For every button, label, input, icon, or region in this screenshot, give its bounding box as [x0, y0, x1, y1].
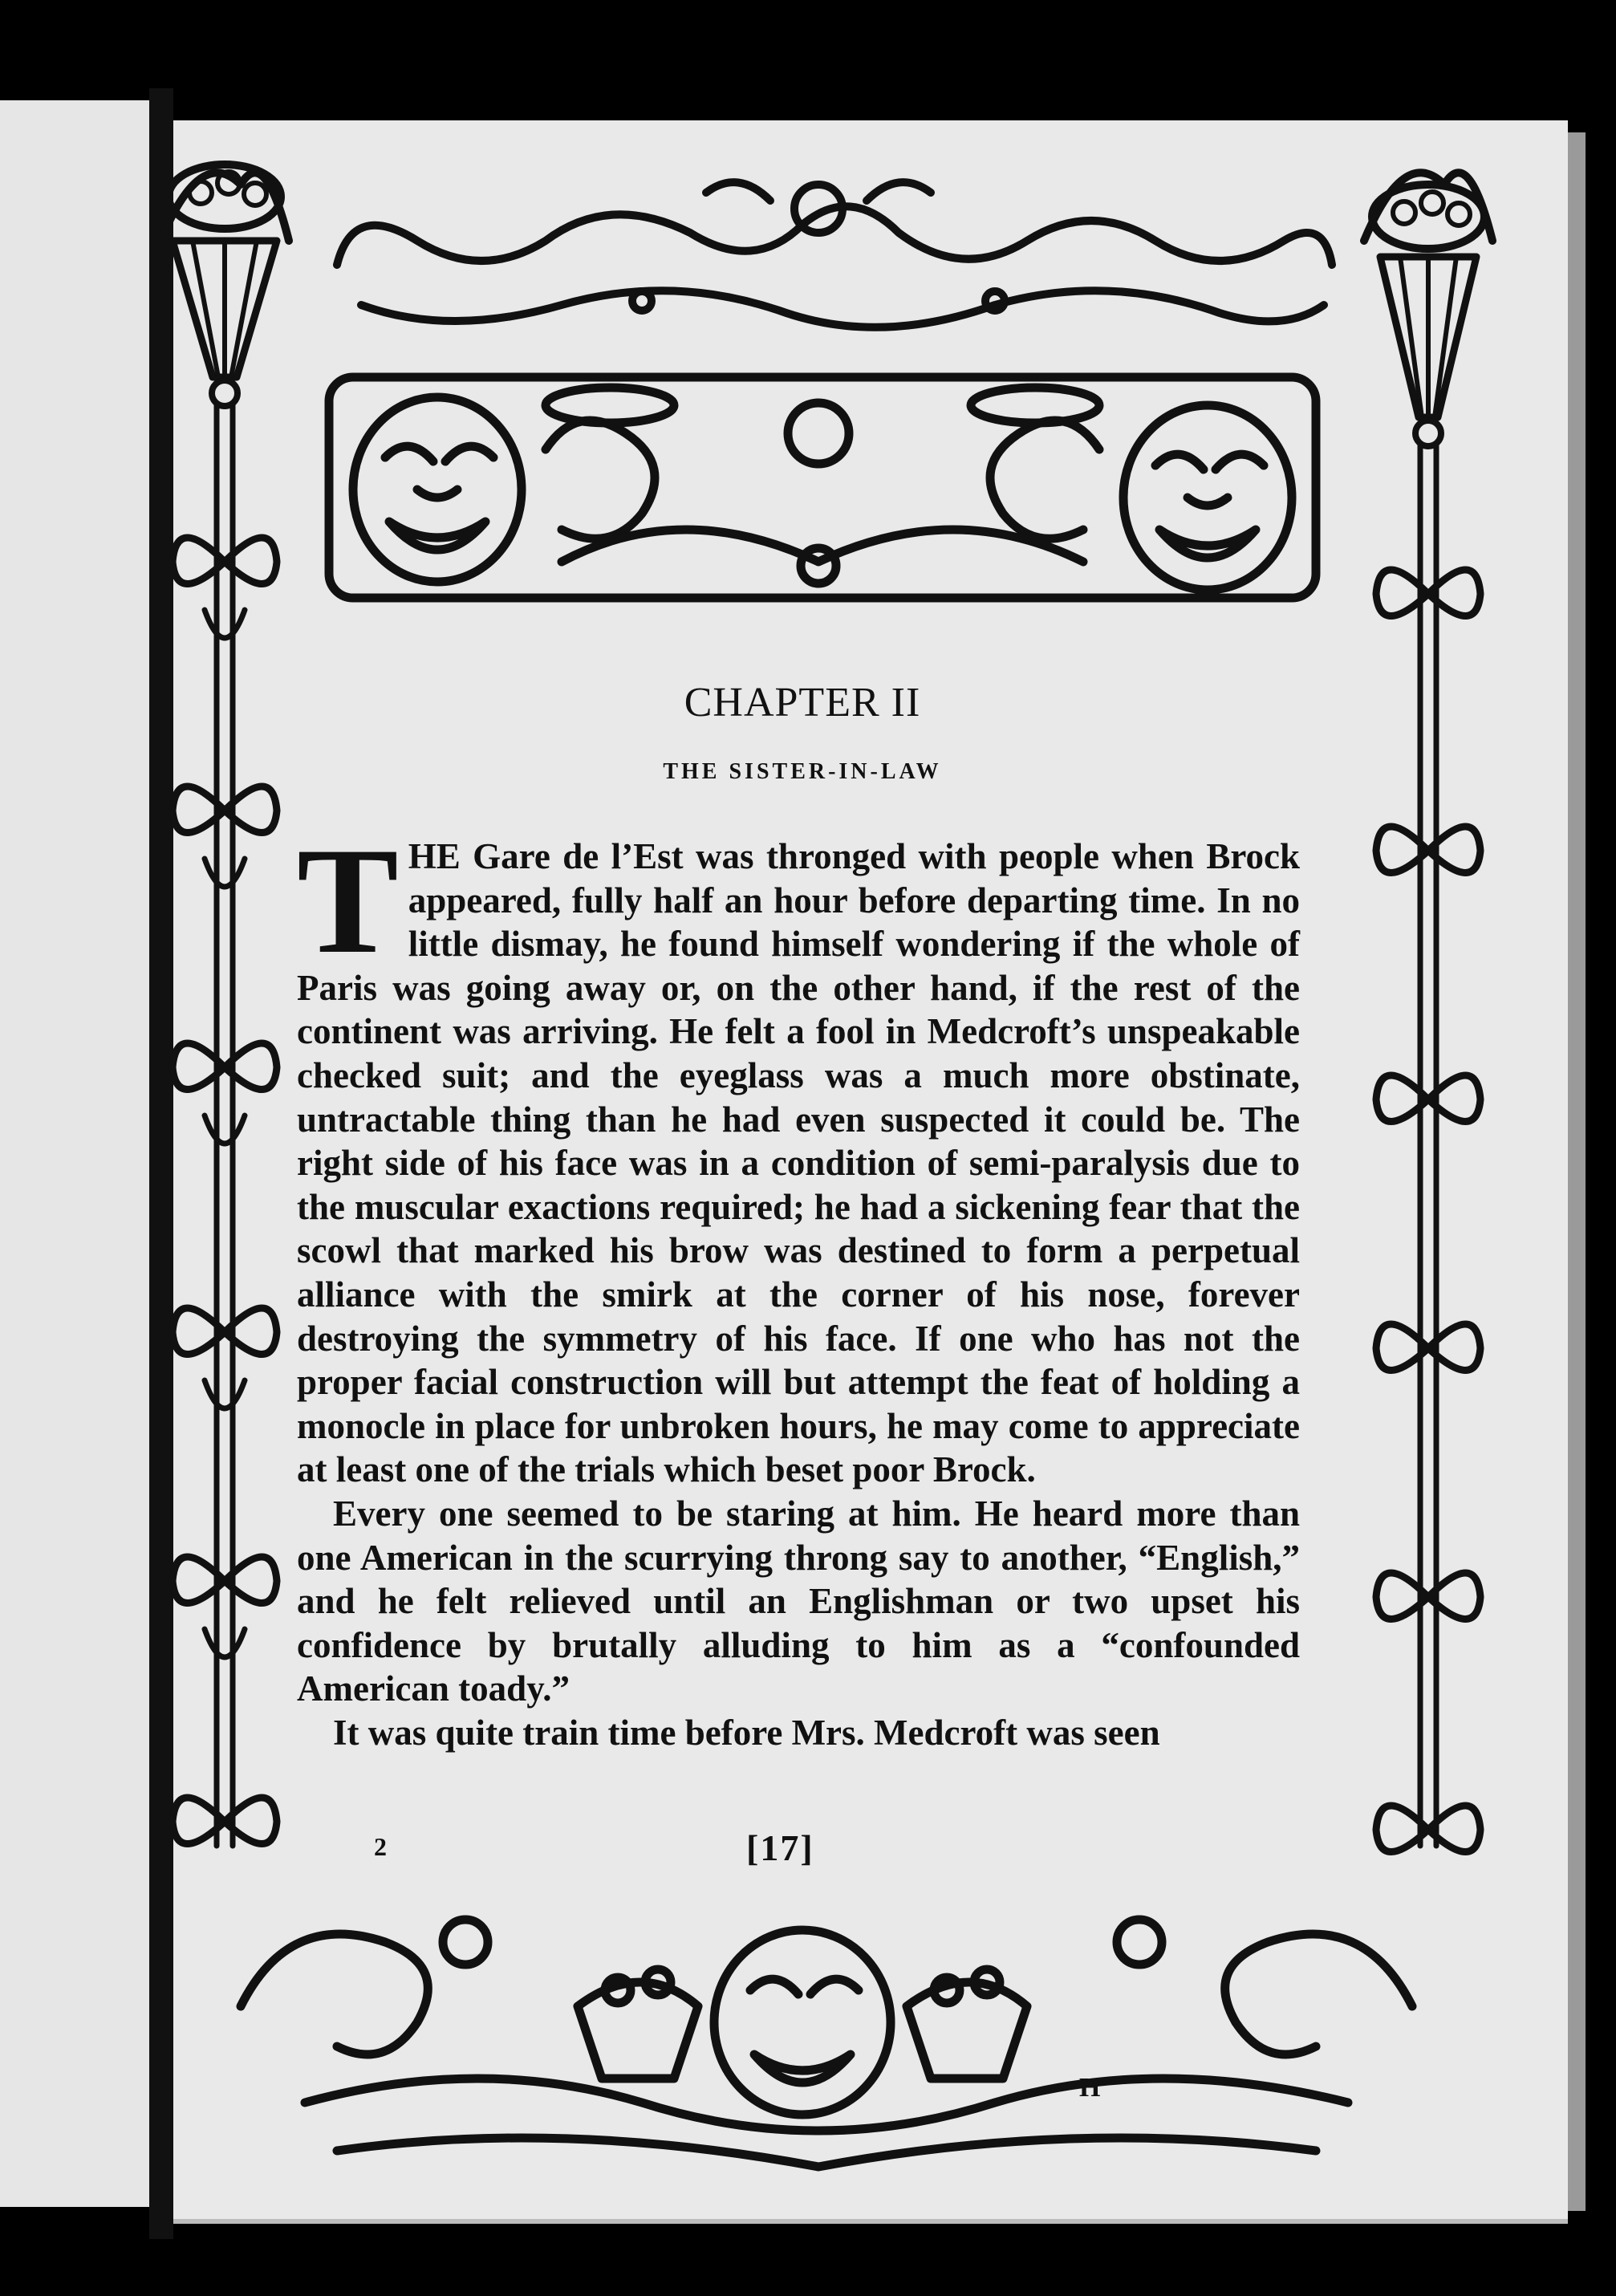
signature-mark: 2 [374, 1832, 387, 1861]
illustrator-monogram: H [1079, 2073, 1101, 2103]
chapter-title: CHAPTER II [684, 680, 921, 725]
headpiece-ornament [329, 377, 1316, 598]
drop-cap: T [297, 817, 399, 985]
left-floral-column [160, 165, 289, 1846]
top-scroll-ornament [337, 182, 1332, 327]
comedy-mask-right [1123, 405, 1292, 590]
right-floral-column [1364, 173, 1492, 1851]
paragraph-2: Every one seemed to be staring at him. He heard more than one American in the scurrying throng say to another, “English,” and he felt relieved until an Englishman or two upset his confidence by brutally alluding to him as a “confounded American toady.” [297, 1493, 1300, 1709]
paragraph-1 [297, 817, 1300, 1492]
chapter-subtitle: THE SISTER-IN-LAW [663, 759, 942, 784]
page-number: [17] [746, 1827, 814, 1868]
chapter-body [297, 817, 1300, 1754]
comedy-mask-bottom [714, 1930, 891, 2115]
bottom-ornament [241, 1920, 1412, 2167]
paragraph-1-text: HE Gare de l’Est was thronged with people when Brock appeared, fully half an hour before departing time. In no little dismay, he found himself wondering if the whole of Paris was going away or, on the other hand, if the rest of the continent was arriving. He felt a fool in Medcroft’s unspeakable checked suit; and the eyeglass was a much more obstinate, untractable thing than he had even suspected it could be. The right side of his face was in a condition of semi-paralysis due to the muscular exactions required; he had a sickening fear that the scowl that marked his brow was destined to form a perpetual alliance with the smirk at the corner of his nose, forever destroying the symmetry of his face. If one who has not the proper facial construction will but attempt the feat of holding a monocle in place for unbroken hours, he may come to appreciate at least one of the trials which beset poor Brock. [297, 836, 1300, 1490]
comedy-mask-left [353, 397, 522, 582]
paragraph-3: It was quite train time before Mrs. Medcroft was seen [333, 1712, 1160, 1753]
